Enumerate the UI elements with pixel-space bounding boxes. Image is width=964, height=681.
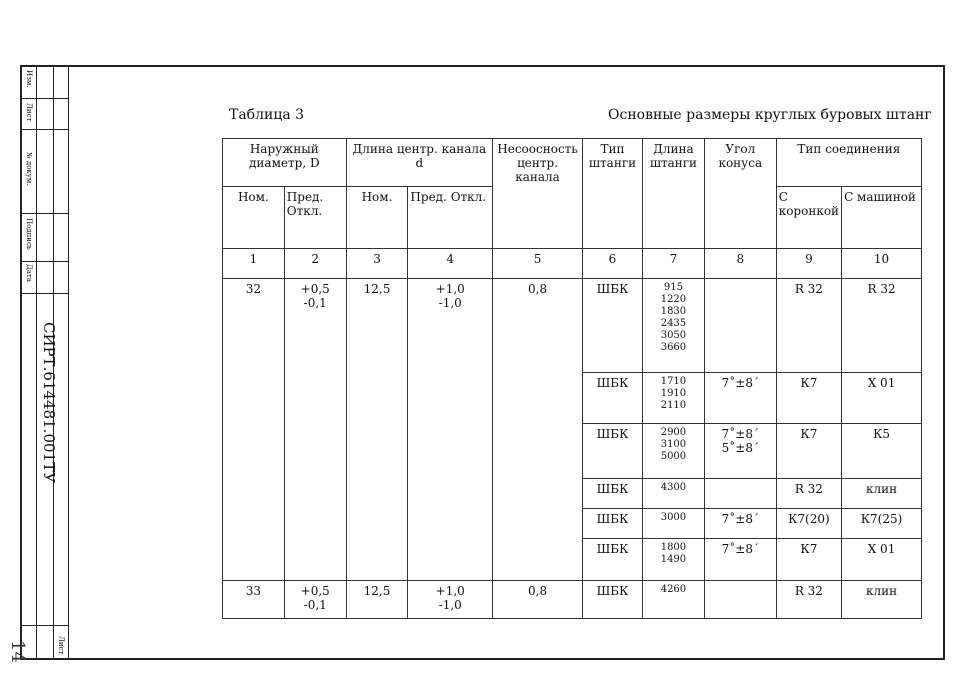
misalignment-cell: 0,8 [493,581,583,619]
angle-cell [704,479,776,509]
type-cell: ШБК [583,479,643,509]
strip-label-sheet: Лист [25,103,33,122]
header-with-machine: С машиной [842,187,922,249]
angle-cell: 7˚±8´ [704,539,776,581]
machine-cell: Х 01 [842,373,922,424]
col-number: 7 [642,249,704,279]
angle-cell: 7˚±8´ [704,509,776,539]
machine-cell: К5 [842,424,922,479]
header-cone-angle: Угол конуса [704,139,776,249]
crown-cell: К7(20) [776,509,841,539]
header-rod-type: Тип штанги [583,139,643,249]
d-dev-cell: +0,5 -0,1 [284,581,346,619]
header-d-nom: Ном. [223,187,285,249]
type-cell: ШБК [583,539,643,581]
length-cell: 915 1220 1830 2435 3050 3660 [642,279,704,373]
col-number: 4 [408,249,493,279]
angle-cell: 7˚±8´ [704,373,776,424]
c-dev-cell: +1,0 -1,0 [408,581,493,619]
document-code: СИРТ.614481.001ТУ [40,322,58,483]
length-cell: 4260 [642,581,704,619]
rod-dimensions-table [222,138,922,619]
machine-cell: клин [842,479,922,509]
table-caption: Основные размеры круглых буровых штанг [608,107,932,123]
header-channel-length: Длина центр. канала d [346,139,492,187]
col-number: 6 [583,249,643,279]
col-number: 1 [223,249,285,279]
crown-cell: К7 [776,539,841,581]
length-cell: 3000 [642,509,704,539]
type-cell: ШБК [583,424,643,479]
strip-label-date: Дата [25,264,33,282]
c-dev-cell: +1,0 -1,0 [408,279,493,581]
machine-cell: Х 01 [842,539,922,581]
length-cell: 4300 [642,479,704,509]
machine-cell: К7(25) [842,509,922,539]
col-number: 9 [776,249,841,279]
sheet-label: Лист [57,636,65,655]
machine-cell: клин [842,581,922,619]
header-d-dev: Пред. Откл. [284,187,346,249]
misalignment-cell: 0,8 [493,279,583,581]
col-number: 2 [284,249,346,279]
type-cell: ШБК [583,279,643,373]
length-cell: 1710 1910 2110 [642,373,704,424]
col-number: 10 [842,249,922,279]
col-number: 3 [346,249,408,279]
length-cell: 1800 1490 [642,539,704,581]
angle-cell: 7˚±8´ 5˚±8´ [704,424,776,479]
angle-cell [704,581,776,619]
d-nom-cell: 33 [223,581,285,619]
length-cell: 2900 3100 5000 [642,424,704,479]
c-nom-cell: 12,5 [346,279,408,581]
d-nom-cell: 32 [223,279,285,581]
table-label: Таблица 3 [229,107,305,123]
col-number: 5 [493,249,583,279]
type-cell: ШБК [583,373,643,424]
table-row [223,581,922,619]
angle-cell [704,279,776,373]
header-rod-length: Длина штанги [642,139,704,249]
crown-cell: R 32 [776,479,841,509]
header-c-nom: Ном. [346,187,408,249]
strip-label-change: Изм. [25,70,33,88]
col-number: 8 [704,249,776,279]
strip-label-doc-number: № докум. [25,152,33,186]
type-cell: ШБК [583,581,643,619]
header-c-dev: Пред. Откл. [408,187,493,249]
d-dev-cell: +0,5 -0,1 [284,279,346,581]
header-with-crown: С коронкой [776,187,841,249]
crown-cell: R 32 [776,581,841,619]
c-nom-cell: 12,5 [346,581,408,619]
crown-cell: К7 [776,373,841,424]
table-row [223,279,922,373]
machine-cell: R 32 [842,279,922,373]
header-misalignment: Несоосность центр. канала [493,139,583,249]
header-connection-type: Тип соединения [776,139,921,187]
header-outer-diameter: Наружный диаметр, D [223,139,347,187]
crown-cell: R 32 [776,279,841,373]
strip-label-signature: Подпись [25,218,33,250]
crown-cell: К7 [776,424,841,479]
sheet-number: 14 [7,640,28,663]
type-cell: ШБК [583,509,643,539]
